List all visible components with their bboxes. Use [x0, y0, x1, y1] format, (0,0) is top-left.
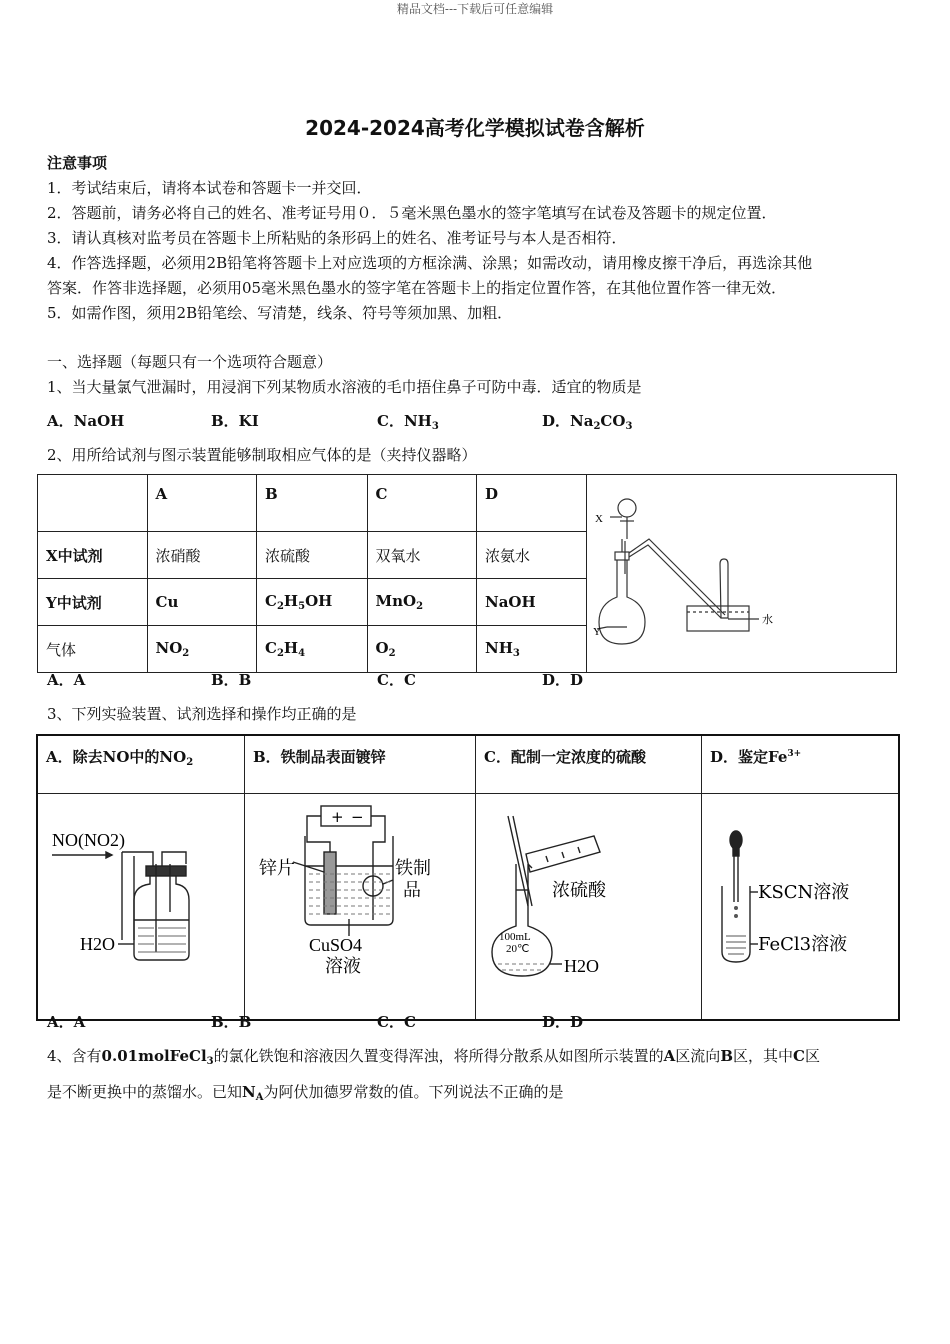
note-item: 5．如需作图，须用2B铅笔绘、写清楚，线条、符号等须加黑、加粗．	[47, 304, 513, 322]
test-tube-diagram	[702, 794, 898, 1015]
col-header: B	[257, 475, 368, 532]
volumetric-flask-diagram	[476, 794, 701, 1015]
q3-figure-d-cell	[702, 794, 900, 1021]
fig-c-acid-label: 浓硫酸	[552, 880, 606, 901]
table-cell: $O_2$	[367, 626, 477, 673]
fig-d-reagent-label: KSCN溶液	[758, 882, 850, 903]
q3-figure-c-cell	[476, 794, 702, 1021]
fig-c-temperature-label: 20℃	[506, 943, 530, 955]
apparatus-diagram-cell	[586, 475, 897, 673]
q3-head-d: D．鉴定$Fe^{3+}$	[702, 735, 900, 794]
question-3-stem: 3、下列实验装置、试剂选择和操作均正确的是	[47, 705, 357, 723]
q3-head-c: C．配制一定浓度的硫酸	[476, 735, 702, 794]
gas-washing-bottle-diagram	[38, 794, 244, 1015]
q3-head-a: A．除去NO中的$NO_2$	[37, 735, 245, 794]
fig-a-liquid-label: H2O	[80, 934, 115, 954]
diagram-label-water: 水	[761, 613, 773, 626]
table-cell: 双氧水	[367, 532, 477, 579]
note-item: 1．考试结束后，请将本试卷和答题卡一并交回．	[47, 179, 372, 197]
table-corner	[38, 475, 148, 532]
table-cell: $NH_3$	[477, 626, 587, 673]
note-item: 3．请认真核对监考员在答题卡上所粘贴的条形码上的姓名、准考证号与本人是否相符．	[47, 229, 627, 247]
question-4-stem-line-2: 是不断更换中的蒸馏水。已知$N_A$为阿伏加德罗常数的值。下列说法不正确的是	[47, 1083, 564, 1103]
fig-c-volume-label: 100mL	[499, 931, 531, 943]
q3-head-b: B．铁制品表面镀锌	[245, 735, 476, 794]
table-cell: 浓硝酸	[147, 532, 257, 579]
q1-option-c[interactable]: C．$NH_3$	[377, 412, 439, 432]
fig-b-iron-label-2: 品	[403, 880, 421, 901]
q2-reagent-table	[37, 474, 897, 673]
q2-option-a[interactable]: A．A	[47, 671, 86, 689]
fig-b-minus-sign: −	[351, 808, 364, 826]
fig-b-plus-sign: +	[331, 808, 344, 826]
note-item: 答案．作答非选择题，必须用05毫米黑色墨水的签字笔在答题卡上的指定位置作答，在其他位置作答一律无效．	[47, 279, 787, 297]
q3-figure-a-cell	[37, 794, 245, 1021]
row-label-x: X中试剂	[38, 532, 148, 579]
col-header: D	[477, 475, 587, 532]
q1-option-a[interactable]: A．NaOH	[47, 412, 125, 430]
page-header: 精品文档---下载后可任意编辑	[396, 2, 554, 16]
q3-figure-b-cell	[245, 794, 476, 1021]
section-heading: 一、选择题（每题只有一个选项符合题意）	[47, 353, 333, 371]
q3-option-b[interactable]: B．B	[211, 1013, 252, 1031]
table-cell: $NO_2$	[147, 626, 257, 673]
fig-b-zinc-label: 锌片	[259, 858, 295, 879]
q1-option-d[interactable]: D．$Na_2CO_3$	[542, 412, 633, 432]
q3-option-c[interactable]: C．C	[377, 1013, 416, 1031]
question-1-stem: 1、当大量氯气泄漏时，用浸润下列某物质水溶液的毛巾捂住鼻子可防中毒．适宜的物质是	[47, 378, 642, 396]
table-cell: $C_2H_5OH$	[257, 579, 368, 626]
table-cell: 浓氨水	[477, 532, 587, 579]
table-cell: MnO$_2$	[367, 579, 477, 626]
table-cell: NaOH	[477, 579, 587, 626]
question-4-stem-line-1: 4、含有0.01molFeCl$_3$的氯化铁饱和溶液因久置变得浑浊，将所得分散系从如图所示装置的A区流向B区，其中C区	[47, 1047, 820, 1067]
q2-option-b[interactable]: B．B	[211, 671, 252, 689]
q3-option-d[interactable]: D．D	[542, 1013, 584, 1031]
q3-experiment-table	[36, 734, 900, 1021]
note-item: 2．答题前，请务必将自己的姓名、准考证号用０．５毫米黑色墨水的签字笔填写在试卷及答题卡的规定位置．	[47, 204, 777, 222]
fig-c-water-label: H2O	[564, 956, 599, 976]
col-header: A	[147, 475, 257, 532]
q3-option-a[interactable]: A．A	[47, 1013, 86, 1031]
notes-heading: 注意事项	[47, 154, 108, 172]
fig-d-sample-label: FeCl3溶液	[758, 934, 848, 955]
fig-a-gas-label: NO(NO2)	[52, 830, 125, 850]
row-label-y: Y中试剂	[38, 579, 148, 626]
question-2-stem: 2、用所给试剂与图示装置能够制取相应气体的是（夹持仪器略）	[47, 446, 477, 464]
col-header: C	[367, 475, 477, 532]
diagram-label-y: Y	[592, 625, 601, 638]
fig-b-iron-label: 铁制	[395, 858, 431, 879]
fig-b-solution-label-2: 溶液	[325, 956, 361, 977]
table-cell: Cu	[147, 579, 257, 626]
table-cell: 浓硫酸	[257, 532, 368, 579]
q2-option-c[interactable]: C．C	[377, 671, 416, 689]
electroplating-diagram	[245, 794, 475, 1015]
q1-option-b[interactable]: B．KI	[211, 412, 259, 430]
gas-apparatus-diagram	[587, 479, 895, 665]
note-item: 4．作答选择题，必须用2B铅笔将答题卡上对应选项的方框涂满、涂黑；如需改动，请用橡皮擦干净后，再选涂其他	[47, 254, 813, 272]
page-title: 2024-2024高考化学模拟试卷含解析	[305, 116, 645, 140]
diagram-label-x: X	[594, 512, 603, 525]
fig-b-solution-label: CuSO4	[309, 935, 363, 955]
q2-option-d[interactable]: D．D	[542, 671, 584, 689]
row-label-gas: 气体	[38, 626, 148, 673]
table-cell: $C_2H_4$	[257, 626, 368, 673]
